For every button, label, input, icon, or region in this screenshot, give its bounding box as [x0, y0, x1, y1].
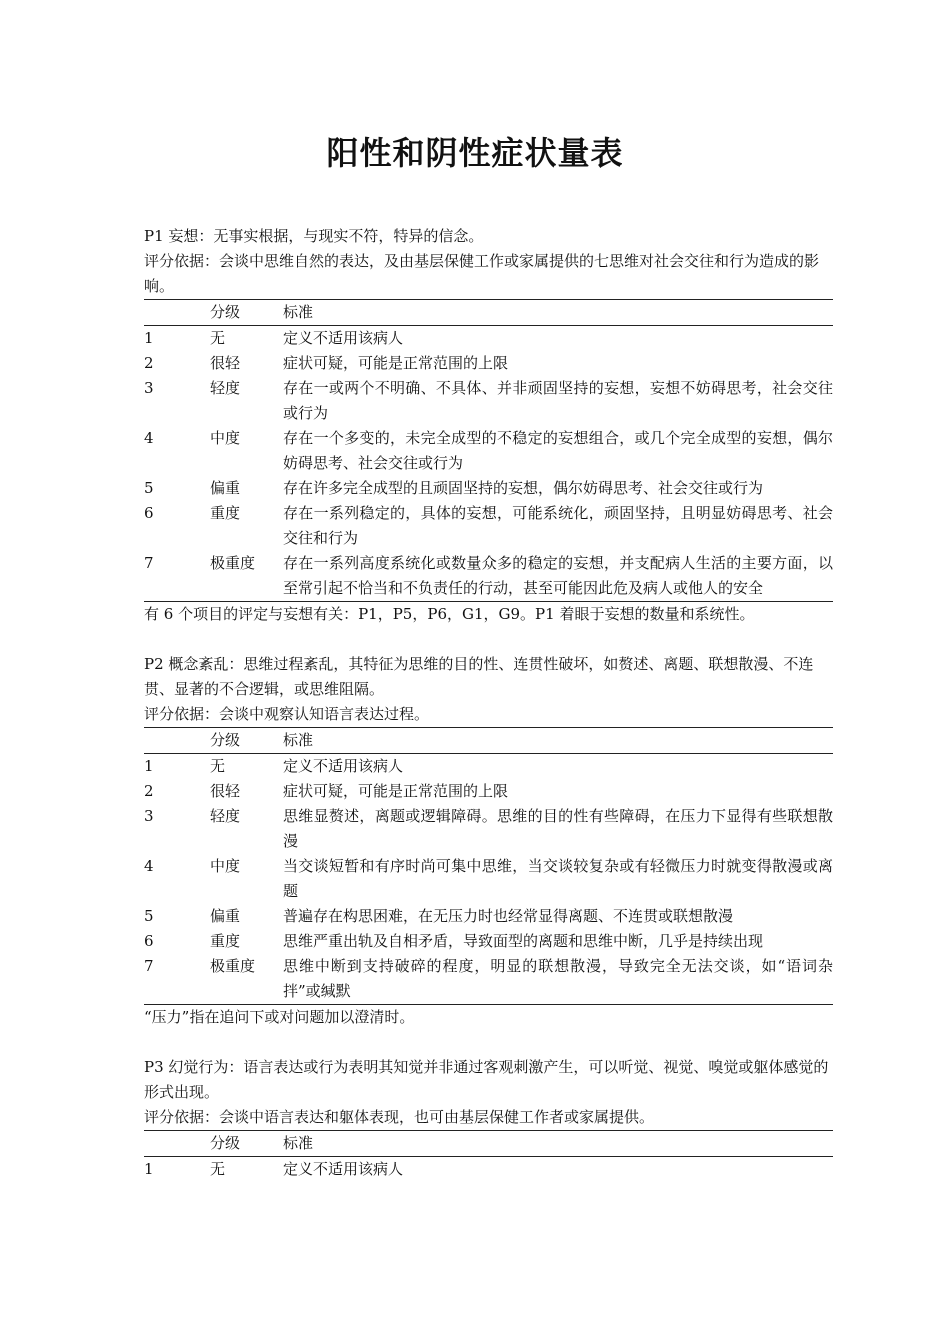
- row-number: 2: [144, 354, 154, 372]
- table-row: [144, 1157, 833, 1183]
- row-level: 无: [210, 757, 226, 775]
- section-p2: [144, 652, 833, 1030]
- table-row: [144, 754, 833, 780]
- row-description: 普遍存在构思困难，在无压力时也经常显得离题、不连贯或联想散漫: [283, 907, 734, 925]
- row-number: 6: [144, 932, 154, 950]
- section-note: “压力”指在追问下或对问题加以澄清时。: [144, 1008, 415, 1026]
- section-basis: 评分依据：会谈中思维自然的表达，及由基层保健工作或家属提供的七思维对社会交往和行为造成的影响。: [144, 252, 820, 295]
- table-row: [144, 426, 833, 476]
- table-row: [144, 804, 833, 854]
- table-row: [144, 351, 833, 376]
- row-number: 4: [144, 857, 154, 875]
- table-header-row: [144, 728, 833, 754]
- grading-table: [144, 727, 833, 1005]
- section-p3: [144, 1055, 833, 1182]
- document-title: 阳性和阴性症状量表: [326, 134, 624, 172]
- row-level: 重度: [210, 504, 241, 522]
- grading-table: [144, 299, 833, 602]
- header-level: 分级: [210, 300, 283, 326]
- row-description: 存在一或两个不明确、不具体、并非顽固坚持的妄想，妄想不妨碍思考，社会交往或行为: [283, 379, 833, 422]
- row-number: 3: [144, 379, 154, 397]
- grading-table: [144, 1130, 833, 1182]
- row-level: 重度: [210, 932, 241, 950]
- table-header-row: [144, 300, 833, 326]
- row-description: 定义不适用该病人: [283, 1160, 404, 1178]
- row-description: 思维显赘述，离题或逻辑障碍。思维的目的性有些障碍，在压力下显得有些联想散漫: [283, 807, 833, 850]
- row-level: 中度: [210, 429, 241, 447]
- table-row: [144, 904, 833, 929]
- section-definition: P1 妄想：无事实根据，与现实不符，特异的信念。: [144, 227, 484, 245]
- row-level: 极重度: [210, 954, 283, 1005]
- row-description: 思维中断到支持破碎的程度，明显的联想散漫，导致完全无法交谈，如“语词杂拌”或缄默: [283, 954, 833, 1005]
- row-number: 3: [144, 807, 154, 825]
- table-row: [144, 779, 833, 804]
- row-number: 7: [144, 954, 210, 1005]
- section-p1: [144, 224, 833, 627]
- row-description: 症状可疑，可能是正常范围的上限: [283, 354, 509, 372]
- section-definition: P2 概念紊乱：思维过程紊乱，其特征为思维的目的性、连贯性破坏，如赘述、离题、联想散漫、不连贯、显著的不合逻辑，或思维阻隔。: [144, 655, 814, 698]
- table-row: [144, 326, 833, 352]
- row-description: 症状可疑，可能是正常范围的上限: [283, 782, 509, 800]
- row-number: 4: [144, 429, 154, 447]
- table-row: [144, 551, 833, 602]
- header-level: 分级: [210, 1131, 283, 1157]
- row-description: 当交谈短暂和有序时尚可集中思维，当交谈较复杂或有轻微压力时就变得散漫或离题: [283, 857, 833, 900]
- section-definition: P3 幻觉行为：语言表达或行为表明其知觉并非通过客观刺激产生，可以听觉、视觉、嗅觉或躯体感觉的形式出现。: [144, 1058, 829, 1101]
- row-number: 1: [144, 1160, 154, 1178]
- header-standard: 标准: [283, 1131, 833, 1157]
- row-level: 偏重: [210, 479, 241, 497]
- row-number: 7: [144, 551, 210, 602]
- table-header-row: [144, 1131, 833, 1157]
- row-description: 存在许多完全成型的且顽固坚持的妄想，偶尔妨碍思考、社会交往或行为: [283, 479, 764, 497]
- row-level: 无: [210, 329, 226, 347]
- row-number: 6: [144, 504, 154, 522]
- row-level: 中度: [210, 857, 241, 875]
- table-row: [144, 854, 833, 904]
- section-note: 有 6 个项目的评定与妄想有关：P1，P5，P6，G1，G9。P1 着眼于妄想的数量和系统性。: [144, 605, 755, 623]
- table-row: [144, 376, 833, 426]
- table-row: [144, 501, 833, 551]
- row-description: 定义不适用该病人: [283, 757, 404, 775]
- row-description: 存在一个多变的，未完全成型的不稳定的妄想组合，或几个完全成型的妄想，偶尔妨碍思考、社会交往或行为: [283, 429, 833, 472]
- row-number: 1: [144, 757, 154, 775]
- header-standard: 标准: [283, 300, 833, 326]
- header-standard: 标准: [283, 728, 833, 754]
- table-row: [144, 476, 833, 501]
- section-basis: 评分依据：会谈中观察认知语言表达过程。: [144, 705, 430, 723]
- row-description: 思维严重出轨及自相矛盾，导致面型的离题和思维中断，几乎是持续出现: [283, 932, 764, 950]
- row-description: 定义不适用该病人: [283, 329, 404, 347]
- row-level: 轻度: [210, 379, 241, 397]
- section-basis: 评分依据：会谈中语言表达和躯体表现，也可由基层保健工作者或家属提供。: [144, 1108, 655, 1126]
- row-description: 存在一系列稳定的，具体的妄想，可能系统化，顽固坚持，且明显妨碍思考、社会交往和行为: [283, 504, 833, 547]
- header-level: 分级: [210, 728, 283, 754]
- row-level: 轻度: [210, 807, 241, 825]
- row-level: 极重度: [210, 551, 283, 602]
- document-body: [144, 224, 833, 1182]
- row-number: 5: [144, 907, 154, 925]
- row-level: 无: [210, 1160, 226, 1178]
- row-description: 存在一系列高度系统化或数量众多的稳定的妄想，并支配病人生活的主要方面，以至常引起不恰当和不负责任的行动，甚至可能因此危及病人或他人的安全: [283, 551, 833, 602]
- row-level: 很轻: [210, 354, 241, 372]
- row-number: 2: [144, 782, 154, 800]
- row-level: 很轻: [210, 782, 241, 800]
- table-row: [144, 954, 833, 1005]
- row-number: 1: [144, 329, 154, 347]
- row-level: 偏重: [210, 907, 241, 925]
- table-row: [144, 929, 833, 954]
- row-number: 5: [144, 479, 154, 497]
